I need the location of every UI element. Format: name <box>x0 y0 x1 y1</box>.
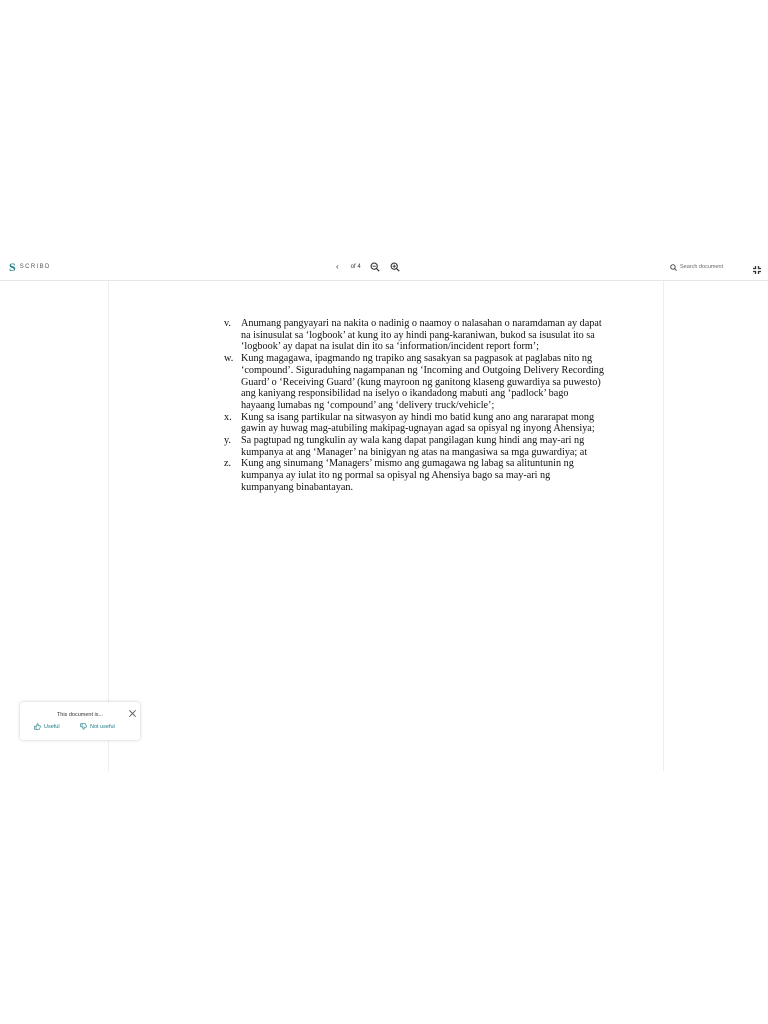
zoom-in-icon <box>390 262 400 272</box>
search-input[interactable] <box>677 263 744 272</box>
list-marker: y. <box>224 435 231 447</box>
page-navigator <box>336 261 401 273</box>
page-count-label: of 4 <box>350 264 361 270</box>
list-item <box>224 435 604 458</box>
zoom-out-button[interactable] <box>369 261 381 273</box>
previous-page-button[interactable]: ‹ <box>336 262 339 271</box>
scribd-logo-text: SCRIBD <box>19 264 51 270</box>
list-item-text: Kung ang sinumang ‘Managers’ mismo ang gumagawa ng labag sa alituntunin ng kumpanya ay iulat ito ng pormal sa opisyal ng Ahensiya bago sa may-ari ng kumpanyang binabantayan. <box>241 458 574 493</box>
feedback-title: This document is... <box>56 712 104 718</box>
document-viewer <box>0 253 768 771</box>
list-item-text: Kung sa isang partikular na sitwasyon ay hindi mo batid kung ano ang nararapat mong gawin ay huwag mag-atubiling makipag-ugnayan agad sa opisyal ng inyong Ahensiya; <box>241 411 595 435</box>
list-marker: z. <box>224 458 232 470</box>
list-item-text: Anumang pangyayari na nakita o nadinig o naamoy o nalasahan o naramdaman ay dapat na isinusulat sa ‘logbook’ at kung ito ay hindi pang-karaniwan, bukod sa isusulat ito sa ‘logbook’ ay dapat na isulat din ito sa ‘information/incident report form’; <box>241 318 602 353</box>
useful-label: Useful <box>44 723 60 730</box>
list-marker: v. <box>224 318 231 329</box>
useful-button[interactable] <box>34 723 60 730</box>
not-useful-button[interactable] <box>80 723 115 730</box>
document-search <box>670 262 746 272</box>
viewer-toolbar <box>0 253 768 281</box>
search-icon <box>670 264 677 271</box>
not-useful-label: Not useful <box>90 723 115 730</box>
scribd-logo[interactable] <box>9 261 51 273</box>
page-content <box>224 318 604 494</box>
list-marker: x. <box>224 411 232 423</box>
list-item-text: Sa pagtupad ng tungkulin ay wala kang dapat pangilagan kung hindi ang may-ari ng kumpanya at ang ‘Manager’ na binigyan ng atas na mangasiwa sa mga guwardiya; at <box>241 435 588 458</box>
feedback-card <box>20 702 140 740</box>
list-item <box>224 353 604 412</box>
scribd-logo-mark: S <box>9 260 16 274</box>
zoom-in-button[interactable] <box>389 261 401 273</box>
page-number-input[interactable] <box>341 263 351 272</box>
thumbs-up-icon <box>34 723 41 730</box>
list-item <box>224 458 604 493</box>
thumbs-down-icon <box>80 723 87 730</box>
fullscreen-icon <box>752 265 762 275</box>
fullscreen-button[interactable] <box>752 262 762 272</box>
list-marker: w. <box>224 353 234 365</box>
list-item <box>224 318 604 353</box>
list-item <box>224 412 604 435</box>
list-item-text: Kung magagawa, ipagmando ng trapiko ang sasakyan sa pagpasok at paglabas nito ng ‘compound’. Siguraduhing nagampanan ng ‘Incoming and Outgoing Delivery Recording Guard’ o ‘Receiving Guard’ (kung mayroon ng ganitong klaseng guwardiya sa puwesto) ang kaniyang responsibilidad na iselyo o ikandadong mabuti ang ‘padlock’ bago hayaang lumabas ng ‘compound’ ang ‘delivery truck/vehicle’; <box>241 353 604 411</box>
document-page <box>108 281 664 771</box>
zoom-out-icon <box>370 262 380 272</box>
